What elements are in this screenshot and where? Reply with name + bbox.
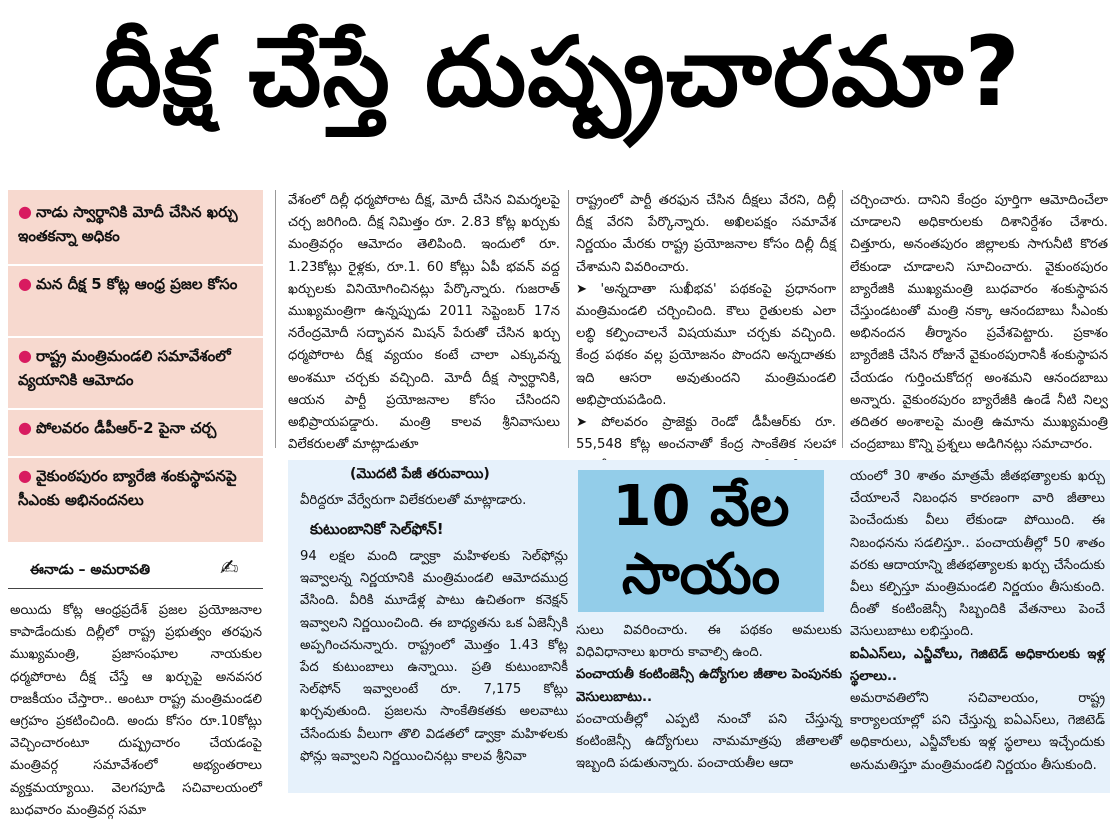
- column-1: అయిదు కోట్ల ఆంధ్రప్రదేశ్‌ ప్రజల ప్రయోజనాల కాపాడేందుకు దిల్లీలో రాష్ట్ర ప్రభుత్వం తరఫున ముఖ్యమంత్రి, ప్రజాసంఘాల నాయకుల ధర్మపోరాట దీక్ష చేస్తే ఆ ఖర్చుపై అనవసర రాజకీయం చేస్తారా.. అంటూ రాష్ట్ర మంత్రిమండలి ఆగ్రహం ప్రకటించింది. అందు కోసం రూ.10కోట్లు వెచ్చించారంటూ దుష్ప్రచారం చేయడంపై మంత్రివర్గ సమావేశంలో అభ్యంతరాలు వ్యక్తమయ్యాయి. వెలగపూడి సచివాలయంలో బుధవారం మంత్రివర్గ సమా: [10, 603, 262, 818]
- box-title: 10 వేల సాయం: [578, 470, 824, 612]
- highlight-item: ● రాష్ట్ర మంత్రిమండలి సమావేశంలో వ్యయానికి ఆమోదం: [18, 346, 231, 389]
- byline: ఈనాడు – అమరావతి ✍: [30, 556, 239, 581]
- highlights-box: [8, 190, 263, 542]
- column-2: వేశంలో దిల్లీ ధర్మపోరాట దీక్ష, మోదీ చేసిన విమర్శలపై చర్చ జరిగింది. దీక్ష నిమిత్తం రూ. 2.83 కోట్ల ఖర్చుకు మంత్రివర్గం ఆమోదం తెలిపింది. ఇందులో రూ. 1.23కోట్లు రైళ్లకు, రూ.1. 60 కోట్లు ఏపీ భవన్‌ వద్ద ఖర్చులకు వినియోగించినట్లు పేర్కొన్నారు. గుజరాత్‌ ముఖ్యమంత్రిగా ఉన్నప్పుడు 2011 సెప్టెంబర్‌ 17న నరేంద్రమోదీ సద్భావన మిషన్‌ పేరుతో చేసిన ఖర్చు ధర్మపోరాట దీక్ష వ్యయం కంటే చాలా ఎక్కువన్న అంశమూ చర్చకు వచ్చింది. మోదీ దీక్ష స్వార్థానికి, ఆయన పార్టీ ప్రయోజనాల కోసం చేసిందని అభిప్రాయపడ్డారు. మంత్రి కాలవ శ్రీనివాసులు విలేకరులతో మాట్లాడుతూ: [288, 193, 560, 453]
- bullet-icon: ●: [18, 346, 32, 365]
- story-column-a: 94 లక్షల మంది డ్వాక్రా మహిళలకు సెల్‌ఫోన్లు ఇవ్వాలన్న నిర్ణయానికి మంత్రిమండలి ఆమోదముద్ర వేసింది. వీరికి మూడేళ్ల పాటు ఉచితంగా కనెక్షన్‌ ఇవ్వాలని నిర్ణయించింది. ఈ బాధ్యతను ఒక ఏజెన్సీకి అప్పగించనున్నారు. రాష్ట్రంలో మొత్తం 1.43 కోట్ల పేద కుటుంబాలు ఉన్నాయి. ప్రతి కుటుంబానికీ సెల్‌ఫోన్‌ ఇవ్వాలంటే రూ. 7,175 కోట్లు ఖర్చవుతుంది. ప్రజలను సాంకేతికతకు అలవాటు చేసేందుకు వీలుగా తొలి విడతలో డ్వాక్రా మహిళలకు ఫోన్లు ఇవ్వాలని నిర్ణయించినట్లు కాలవ శ్రీనివా: [300, 549, 568, 764]
- bullet-icon: ●: [18, 274, 32, 293]
- story-column-b: సులు వివరించారు. ఈ పథకం అమలుకు విధివిధానాలు ఖరారు కావాల్సి ఉంది. పంచాయతీ కంటింజెన్సీ ఉద్యోగుల జీతాల పెంపునకు వెసులుబాటు.. పంచాయతీల్లో ఎప్పటి నుంచో పని చేస్తున్న కంటింజెన్సీ ఉద్యోగులు నామమాత్రపు జీతాలతో ఇబ్బంది పడుతున్నారు. పంచాయతీల ఆదా: [576, 623, 842, 772]
- pen-icon: ✍: [220, 556, 239, 581]
- bullet-icon: ●: [18, 466, 32, 485]
- story-lead: వీరిద్దరూ వేర్వేరుగా విలేకరులతో మాట్లాడారు.: [300, 493, 527, 508]
- highlight-item: ● నాడు స్వార్థానికి మోదీ చేసిన ఖర్చు ఇంతకన్నా అధికం: [18, 202, 238, 245]
- headline: దీక్ష చేస్తే దుష్ప్రచారమా?: [94, 16, 1021, 128]
- story-column-c: యంలో 30 శాతం మాత్రమే జీతభత్యాలకు ఖర్చు చేయాలనే నిబంధన కారణంగా వారి జీతాలు పెంచేందుకు వీలు లేకుండా పోయింది. ఈ నిబంధనను సడలిస్తూ.. పంచాయతీల్లో 50 శాతం వరకు ఆదాయాన్ని జీతభత్యాలకు ఖర్చు చేసేందుకు వీలు కల్పిస్తూ మంత్రిమండలి నిర్ణయం తీసుకుంది. దీంతో కంటింజెన్సీ సిబ్బందికి వేతనాలు పెంచే వెసులుబాటు లభిస్తుంది. ఐఏఎస్‌లు, ఎన్జీవోలు, గెజిటెడ్‌ అధికారులకు ఇళ్ల స్థలాలు.. అమరావతిలోని సచివాలయం, రాష్ట్ర కార్యాలయాల్లో పని చేస్తున్న ఐఏఎస్‌లు, గెజిటెడ్‌ అధికారులు, ఎన్జీవోలకు ఇళ్ల స్థలాలు ఇచ్చేందుకు అనుమతిస్తూ మంత్రిమండలి నిర్ణయం తీసుకుంది.: [850, 469, 1105, 773]
- continued-label: (మొదటి పేజీ తరువాయి): [350, 466, 490, 482]
- bullet-icon: ●: [18, 202, 32, 221]
- highlight-item: ● వైకుంఠపురం బ్యారేజి శంకుస్థాపనపై సీఎంకు అభినందనలు: [18, 466, 237, 509]
- highlight-item: ● మన దీక్ష 5 కోట్ల ఆంధ్ర ప్రజల కోసం: [18, 274, 238, 293]
- section-head: కుటుంబానికో సెల్‌ఫోన్‌!: [310, 520, 444, 538]
- highlight-item: ● పోలవరం డీపీఆర్‌-2 పైనా చర్చ: [18, 418, 217, 437]
- bullet-icon: ●: [18, 418, 32, 437]
- column-4: చర్చించారు. దానిని కేంద్రం పూర్తిగా ఆమోదించేలా చూడాలని అధికారులకు దిశానిర్దేశం చేశారు. చిత్తూరు, అనంతపురం జిల్లాలకు సాగునీటి కొరత లేకుండా చూడాలని సూచించారు. వైకుంఠపురం బ్యారేజికి ముఖ్యమంత్రి బుధవారం శంకుస్థాపన చేస్తుండటంతో మంత్రి నక్కా ఆనందబాబు సీఎంకు అభినందన తీర్మానం ప్రవేశపెట్టారు. ప్రకాశం బ్యారేజికి చేసిన రోజునే వైకుంఠపురానికీ శంకుస్థాపన చేయడం గుర్తించుకోదగ్గ అంశమని ఆనందబాబు అన్నారు. వైకుంఠపురం బ్యారేజీకి ఉండే నీటి నిల్వ తదితర అంశాలపై మంత్రి ఉమాను ముఖ్యమంత్రి చంద్రబాబు కొన్ని ప్రశ్నలు అడిగినట్లు సమాచారం.: [850, 193, 1108, 453]
- column-3: రాష్ట్రంలో పార్టీ తరఫున చేసిన దీక్షలు వేరని, దిల్లీ దీక్ష వేరని పేర్కొన్నారు. అఖిలపక్షం సమావేశ నిర్ణయం మేరకు రాష్ట్ర ప్రయోజనాల కోసం దిల్లీ దీక్ష చేశామని వివరించారు. ➤ 'అన్నదాతా సుఖీభవ' పథకంపై ప్రధానంగా మంత్రిమండలి చర్చించింది. కౌలు రైతులకు ఎలా లబ్ధి కల్పించాలనే విషయమూ చర్చకు వచ్చింది. కేంద్ర పథకం వల్ల ప్రయోజనం పొందని అన్నదాతకు ఇది ఆసరా అవుతుందని మంత్రిమండలి అభిప్రాయపడింది. ➤ పోలవరం ప్రాజెక్టు రెండో డీపీఆర్‌కు రూ. 55,548 కోట్ల అంచనాతో కేంద్ర సాంకేతిక సలహా: [576, 193, 836, 453]
